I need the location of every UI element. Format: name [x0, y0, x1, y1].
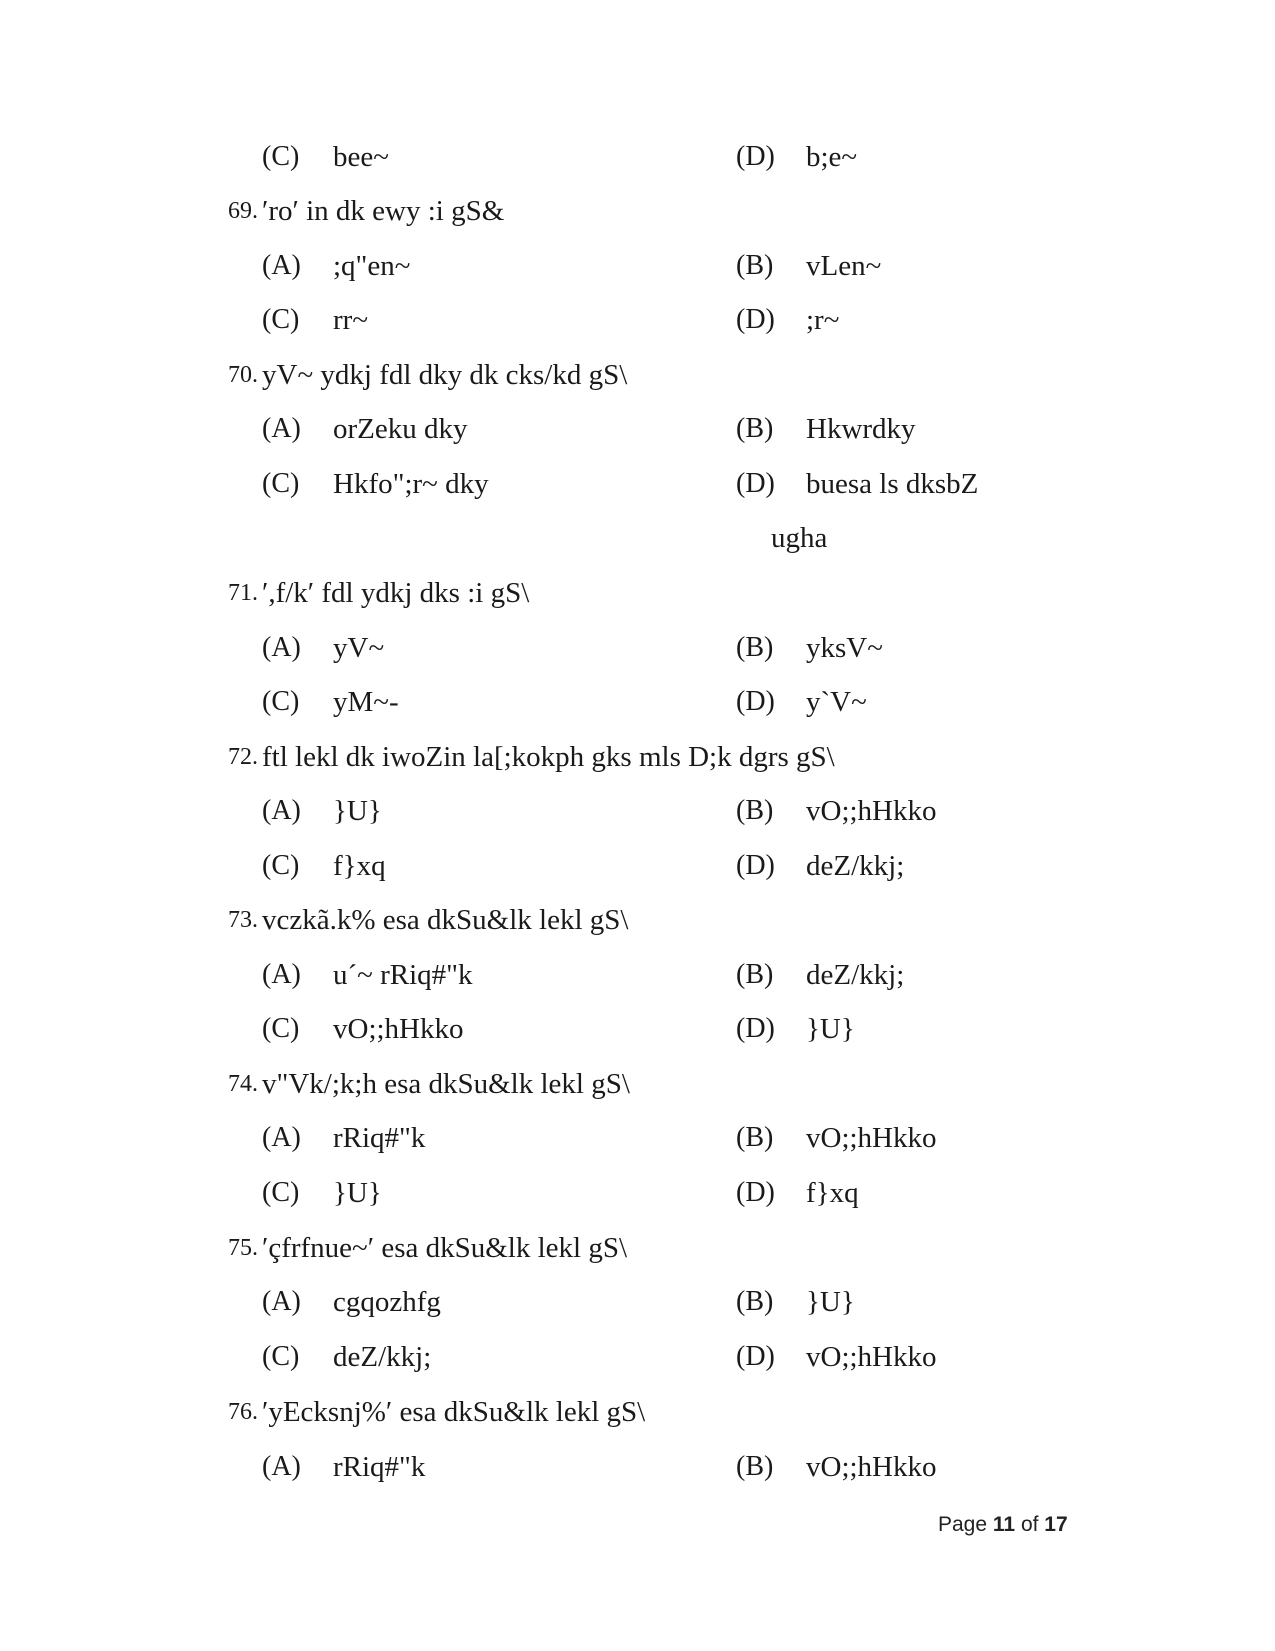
option-label: (B)	[736, 959, 774, 990]
option-label: (C)	[262, 468, 300, 499]
option-row	[0, 1118, 1275, 1158]
question-text: ′yEcksnj%′ esa dkSu&lk lekl gS\	[262, 1396, 646, 1428]
question-number: 75.	[228, 1235, 258, 1261]
option-text: vO;;hHkko	[806, 1122, 937, 1154]
option-continuation-text: ugha	[771, 522, 828, 554]
question-row	[0, 355, 1275, 395]
option-label: (A)	[262, 1122, 301, 1153]
option-label: (D)	[736, 686, 775, 717]
option-text: ;r~	[806, 304, 840, 336]
option-label: (C)	[262, 141, 300, 172]
question-number: 70.	[228, 362, 258, 388]
option-text: rRiq#"k	[333, 1122, 426, 1154]
option-text: yksV~	[806, 632, 883, 664]
option-row	[0, 1447, 1275, 1487]
option-label: (B)	[736, 1286, 774, 1317]
question-text: ftl lekl dk iwoZin la[;kokph gks mls D;k dgrs gS\	[262, 741, 835, 773]
option-label: (D)	[736, 468, 775, 499]
option-row	[0, 246, 1275, 286]
option-text: }U}	[333, 795, 382, 827]
option-text: }U}	[806, 1286, 855, 1318]
page-word: Page	[938, 1513, 988, 1536]
option-text: deZ/kkj;	[333, 1341, 432, 1373]
question-text: ′çfrfnue~′ esa dkSu&lk lekl gS\	[262, 1232, 628, 1264]
option-text: y`V~	[806, 686, 867, 718]
option-label: (C)	[262, 1013, 300, 1044]
option-label: (A)	[262, 1286, 301, 1317]
question-number: 71.	[228, 580, 258, 606]
option-text: b;e~	[806, 141, 858, 173]
question-number: 72.	[228, 744, 258, 770]
question-number: 74.	[228, 1071, 258, 1097]
option-label: (A)	[262, 250, 301, 281]
question-row	[0, 900, 1275, 940]
question-row	[0, 191, 1275, 231]
page-current-number: 11	[992, 1513, 1016, 1536]
option-label: (A)	[262, 1451, 301, 1482]
option-label: (D)	[736, 1177, 775, 1208]
option-text: vO;;hHkko	[806, 1341, 937, 1373]
option-label: (B)	[736, 1122, 774, 1153]
option-text: cgqozhfg	[333, 1286, 441, 1318]
option-label: (C)	[262, 850, 300, 881]
option-label: (B)	[736, 1451, 774, 1482]
page-footer	[938, 1510, 1068, 1540]
question-row	[0, 737, 1275, 777]
option-text: buesa ls dksbZ	[806, 468, 979, 500]
option-label: (C)	[262, 686, 300, 717]
page-total-number: 17	[1044, 1513, 1068, 1536]
option-label: (C)	[262, 1341, 300, 1372]
option-label: (B)	[736, 413, 774, 444]
option-text: f}xq	[806, 1177, 859, 1209]
option-row	[0, 682, 1275, 722]
option-row	[0, 1282, 1275, 1322]
question-row	[0, 1392, 1275, 1432]
question-text: ′ro′ in dk ewy :i gS&	[262, 195, 505, 227]
option-text: rRiq#"k	[333, 1451, 426, 1483]
option-label: (B)	[736, 795, 774, 826]
option-row	[0, 464, 1275, 504]
option-row	[0, 791, 1275, 831]
option-label: (A)	[262, 795, 301, 826]
question-number: 69.	[228, 198, 258, 224]
option-label: (D)	[736, 1341, 775, 1372]
option-text: yV~	[333, 632, 385, 664]
option-text: orZeku dky	[333, 413, 468, 445]
question-text: vczkã.k% esa dkSu&lk lekl gS\	[262, 904, 629, 936]
option-label: (B)	[736, 632, 774, 663]
question-row	[0, 1064, 1275, 1104]
option-text: deZ/kkj;	[806, 850, 905, 882]
option-text: Hkfo";r~ dky	[333, 468, 489, 500]
option-continuation-row	[0, 518, 1275, 558]
option-label: (C)	[262, 1177, 300, 1208]
option-row	[0, 300, 1275, 340]
option-label: (A)	[262, 413, 301, 444]
option-text: vO;;hHkko	[806, 795, 937, 827]
option-label: (D)	[736, 304, 775, 335]
option-text: deZ/kkj;	[806, 959, 905, 991]
option-text: yM~-	[333, 686, 399, 718]
question-row	[0, 573, 1275, 613]
question-number: 76.	[228, 1399, 258, 1425]
option-label: (D)	[736, 141, 775, 172]
question-row	[0, 1228, 1275, 1268]
option-text: f}xq	[333, 850, 386, 882]
option-text: u´~ rRiq#"k	[333, 959, 473, 991]
option-text: vO;;hHkko	[333, 1013, 464, 1045]
option-row	[0, 409, 1275, 449]
option-text: Hkwrdky	[806, 413, 916, 445]
question-text: ′,f/k′ fdl ydkj dks :i gS\	[262, 577, 530, 609]
option-row	[0, 1009, 1275, 1049]
option-text: ;q"en~	[333, 250, 411, 282]
option-row	[0, 137, 1275, 177]
option-label: (C)	[262, 304, 300, 335]
option-row	[0, 955, 1275, 995]
option-text: }U}	[806, 1013, 855, 1045]
option-text: vO;;hHkko	[806, 1451, 937, 1483]
option-text: bee~	[333, 141, 389, 173]
option-label: (A)	[262, 632, 301, 663]
option-text: rr~	[333, 304, 369, 336]
option-row	[0, 1173, 1275, 1213]
of-word: of	[1020, 1513, 1039, 1536]
option-label: (D)	[736, 850, 775, 881]
option-row	[0, 628, 1275, 668]
option-row	[0, 1337, 1275, 1377]
option-text: vLen~	[806, 250, 882, 282]
option-text: }U}	[333, 1177, 382, 1209]
question-number: 73.	[228, 907, 258, 933]
option-label: (D)	[736, 1013, 775, 1044]
option-label: (A)	[262, 959, 301, 990]
question-text: v"Vk/;k;h esa dkSu&lk lekl gS\	[262, 1068, 630, 1100]
question-text: yV~ ydkj fdl dky dk cks/kd gS\	[262, 359, 628, 391]
option-row	[0, 846, 1275, 886]
option-label: (B)	[736, 250, 774, 281]
